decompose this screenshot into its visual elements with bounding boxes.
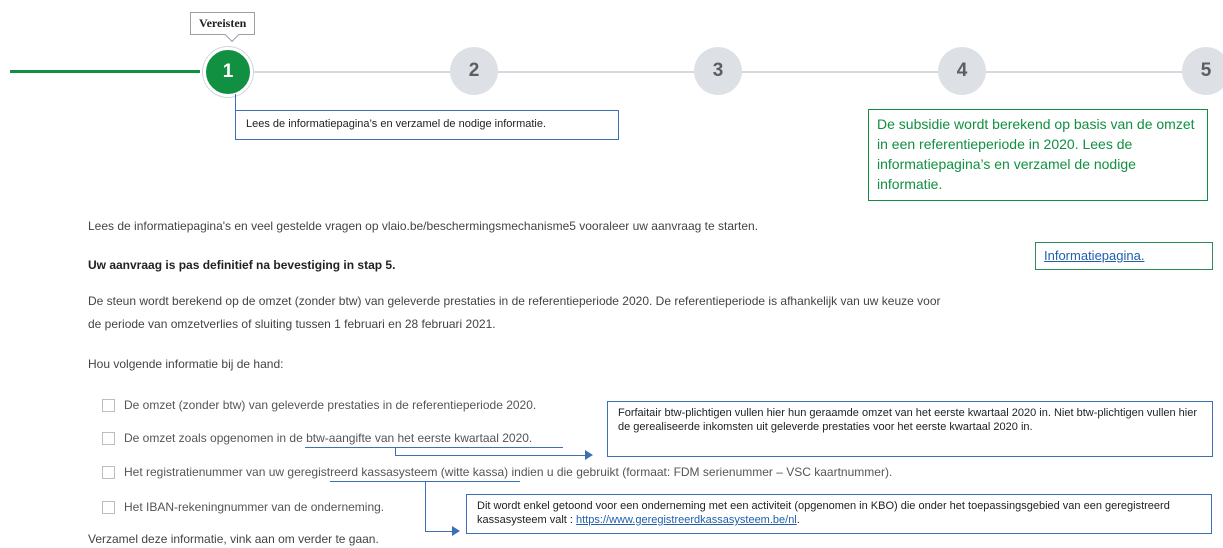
checklist-label: De omzet zoals opgenomen in de btw-aangifte van het eerste kwartaal 2020.: [124, 431, 533, 445]
connector-line: [425, 531, 452, 532]
step-tooltip: Vereisten: [190, 12, 255, 35]
checklist-label: Het IBAN-rekeningnummer van de onderneming.: [124, 500, 385, 514]
step-3[interactable]: 3: [694, 47, 742, 95]
connector-line: [235, 94, 236, 110]
step-5[interactable]: 5: [1182, 47, 1223, 95]
checkbox[interactable]: [102, 432, 115, 445]
underline-btw: [305, 447, 563, 448]
step1-callout: [235, 110, 619, 140]
checklist-item-kassa[interactable]: [102, 465, 892, 479]
subsidy-callout: [868, 109, 1208, 201]
forfaitair-callout: [607, 401, 1213, 457]
connector-line: [395, 447, 396, 455]
checklist-item-btw[interactable]: [102, 431, 532, 445]
step-4[interactable]: 4: [938, 47, 986, 95]
checkbox[interactable]: [102, 466, 115, 479]
step-2[interactable]: 2: [450, 47, 498, 95]
checklist-label: De omzet (zonder btw) van geleverde prestaties in de referentieperiode 2020.: [124, 398, 537, 412]
forfaitair-callout-text: Forfaitair btw-plichtigen vullen hier hun geraamde omzet van het eerste kwartaal 2020 in. Niet btw-plichtigen vullen hier de gerealiseerde inkomsten uit geleverde prestaties voor het eerste kwartaal 2020 in.: [618, 407, 1198, 433]
checklist-item-omzet[interactable]: [102, 398, 536, 412]
arrow-icon: [585, 450, 593, 460]
intro-text: Lees de informatiepagina's en veel gestelde vragen op vlaio.be/beschermingsmechanisme5 vooraleer uw aanvraag te starten.: [88, 219, 759, 233]
step1-callout-text: Lees de informatiepagina’s en verzamel de nodige informatie.: [246, 118, 547, 130]
kassa-callout-end: .: [796, 514, 800, 526]
step-1[interactable]: 1: [203, 47, 253, 97]
connector-line: [425, 481, 426, 531]
progress-track-completed: [10, 70, 200, 73]
kassa-callout: [466, 494, 1212, 534]
arrow-icon: [452, 526, 460, 536]
info-paragraph-line2: de periode van omzetverlies of sluiting tussen 1 februari en 28 februari 2021.: [88, 317, 496, 331]
checklist-label: Het registratienummer van uw geregistreerd kassasysteem (witte kassa) indien u die gebruikt (formaat: FDM serienummer – VSC kaartnummer).: [124, 465, 893, 479]
bold-notice: Uw aanvraag is pas definitief na bevestiging in stap 5.: [88, 258, 396, 272]
checklist-item-iban[interactable]: [102, 500, 384, 514]
checkbox[interactable]: [102, 399, 115, 412]
kassa-callout-text: Dit wordt enkel getoond voor een onderneming met een activiteit (opgenomen in KBO) die onder het toepassingsgebied van een geregistreerd kassasysteem valt :: [477, 500, 1170, 526]
subsidy-callout-text: De subsidie wordt berekend op basis van de omzet in een referentieperiode in 2020. Lees de informatiepagina’s en verzamel de nodige informatie.: [877, 116, 1195, 192]
checklist-heading: Hou volgende informatie bij de hand:: [88, 357, 284, 371]
footer-text: Verzamel deze informatie, vink aan om verder te gaan.: [88, 532, 379, 546]
checkbox[interactable]: [102, 501, 115, 514]
info-link[interactable]: Informatiepagina.: [1044, 248, 1145, 263]
kassa-link[interactable]: https://www.geregistreerdkassasysteem.be/nl: [576, 514, 797, 526]
info-paragraph-line1: De steun wordt berekend op de omzet (zonder btw) van geleverde prestaties in de referentieperiode 2020. De referentieperiode is afhankelijk van uw keuze voor: [88, 294, 941, 308]
connector-line: [395, 455, 585, 456]
info-link-box: [1035, 242, 1213, 270]
